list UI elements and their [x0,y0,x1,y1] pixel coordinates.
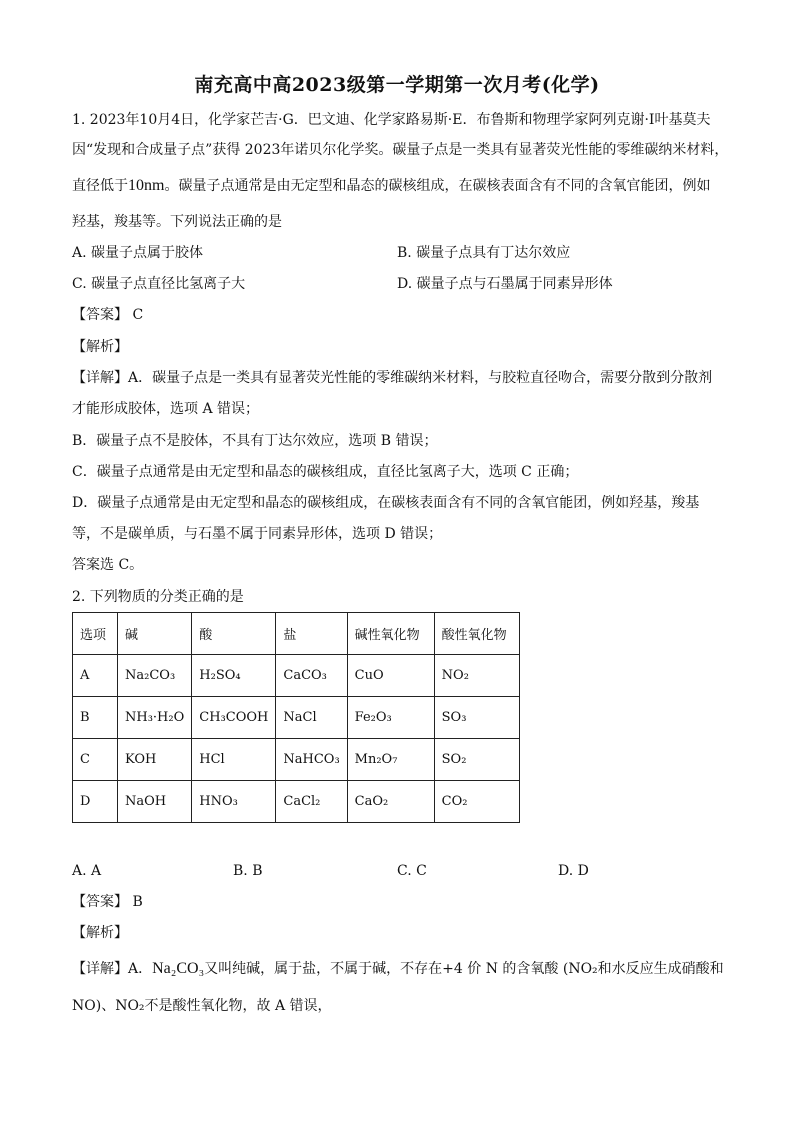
table-cell: CaO₂ [347,781,434,823]
q2-option-a: A. A [72,863,102,879]
table-header-cell: 盐 [276,613,347,655]
table-cell: KOH [118,739,192,781]
page-title: 南充高中高2023级第一学期第一次月考(化学) [194,74,600,96]
q1-conclusion: 答案选 C。 [72,557,144,573]
q1-answer [72,305,732,325]
q1-detail-tag: 【详解】 [72,370,128,386]
q1-detail-d-line-1: D．碳量子点通常是由无定型和晶态的碳核组成，在碳核表面含有不同的含氧官能团，例如羟基，羧基 [72,495,700,511]
q2-option-c: C. C [397,863,427,879]
q1-stem-line-3-post: 。碳量子点通常是由无定型和晶态的碳核组成，在碳核表面含有不同的含氧官能团，例如 [164,178,711,194]
q2-answer [72,892,732,912]
q2-answer-value: B [132,894,143,910]
table-cell: CuO [347,655,434,697]
q2-stem: 2. 下列物质的分类正确的是 [72,589,244,605]
q2-detail-a-post: 又叫纯碱，属于盐，不属于碱，不存在+4 价 N 的含氧酸 (NO₂和水反应生成硝酸和 [204,961,724,977]
q1-detail-a-line-2: 才能形成胶体，选项 A 错误； [72,401,260,417]
table-header-cell: 碱性氧化物 [347,613,434,655]
table-cell: NaHCO₃ [276,739,347,781]
table-cell: A [73,655,118,697]
q1-stem-line-4: 羟基，羧基等。下列说法正确的是 [72,214,282,230]
q1-answer-tag: 【答案】 [72,307,128,323]
table-header-cell: 酸性氧化物 [434,613,519,655]
q1-stem-line-2: 因“发现和合成量子点”获得 2023年诺贝尔化学奖。碳量子点是一类具有显著荧光性能的零维碳纳米材料， [72,142,729,158]
table-cell: B [73,697,118,739]
q1-diameter-value: 10nm [128,177,165,194]
table-cell: CH₃COOH [192,697,276,739]
table-cell: C [73,739,118,781]
table-cell: Na₂CO₃ [118,655,192,697]
q2-answer-tag: 【答案】 [72,894,128,910]
q1-analysis-tag: 【解析】 [72,339,128,355]
q1-detail-a-text: A．碳量子点是一类具有显著荧光性能的零维碳纳米材料，与胶粒直径吻合，需要分散到分散剂 [128,370,713,386]
q1-detail-c: C．碳量子点通常是由无定型和晶态的碳核组成，直径比氢离子大，选项 C 正确； [72,464,579,480]
table-cell: Mn₂O₇ [347,739,434,781]
table-cell: Fe₂O₃ [347,697,434,739]
q1-detail-d-line-2: 等，不是碳单质，与石墨不属于同素异形体，选项 D 错误； [72,526,443,542]
table-cell: NaCl [276,697,347,739]
q1-stem-line-1: 1. 2023年10月4日，化学家芒吉·G．巴文迪、化学家路易斯·E．布鲁斯和物理学家阿列克谢·I叶基莫夫 [72,112,711,128]
table-row [73,781,520,823]
q2-detail-a-pre: A． [128,961,153,977]
q1-option-d: D. 碳量子点与石墨属于同素异形体 [397,276,613,292]
q2-option-d: D. D [558,863,589,879]
classification-table [72,612,520,823]
table-header-cell: 碱 [118,613,192,655]
table-header-cell: 选项 [73,613,118,655]
table-header-row [73,613,520,655]
table-cell: HNO₃ [192,781,276,823]
q1-option-b: B. 碳量子点具有丁达尔效应 [397,245,571,261]
table-cell: SO₃ [434,697,519,739]
table-cell: SO₂ [434,739,519,781]
q1-detail-a-line-1 [72,368,732,388]
q1-stem-line-3 [72,176,732,196]
q1-option-a: A. 碳量子点属于胶体 [72,245,204,261]
q1-detail-b: B．碳量子点不是胶体，不具有丁达尔效应，选项 B 错误； [72,433,438,449]
table-cell: CaCO₃ [276,655,347,697]
q2-analysis-tag: 【解析】 [72,925,128,941]
table-cell: CaCl₂ [276,781,347,823]
table-cell: NH₃·H₂O [118,697,192,739]
q2-detail-a-line-2: NO)、NO₂不是酸性氧化物，故 A 错误， [72,998,332,1014]
table-cell: NaOH [118,781,192,823]
q1-answer-value: C [132,307,144,323]
q1-option-c: C. 碳量子点直径比氢离子大 [72,276,246,292]
q2-option-b: B. B [233,863,263,879]
q1-stem-line-3-pre: 直径低于 [72,178,128,194]
q2-detail-tag: 【详解】 [72,961,128,977]
table-cell: D [73,781,118,823]
table-cell: CO₂ [434,781,519,823]
q2-detail-a-line-1 [72,959,732,979]
q2-formula: Na₂CO₃ [152,960,205,977]
table-row [73,697,520,739]
table-header-cell: 酸 [192,613,276,655]
table-cell: H₂SO₄ [192,655,276,697]
table-row [73,739,520,781]
table-cell: HCl [192,739,276,781]
table-cell: NO₂ [434,655,519,697]
table-row [73,655,520,697]
